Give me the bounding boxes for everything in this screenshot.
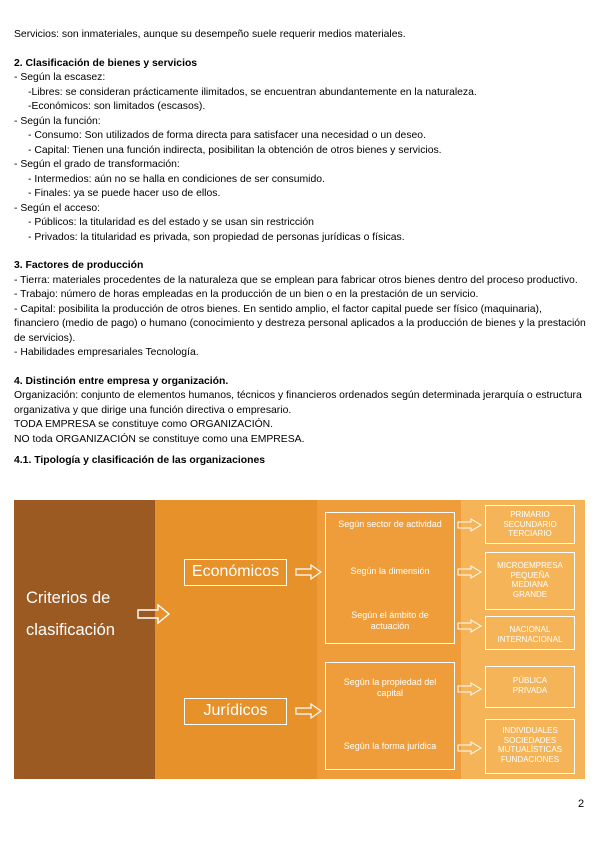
criterion-ambito: Según el ámbito de actuación — [351, 610, 429, 631]
list-item: - Según la escasez: — [14, 72, 106, 83]
list-item: - Intermedios: aún no se halla en condiciones de ser consumido. — [28, 173, 325, 185]
result-sector: PRIMARIO SECUNDARIO TERCIARIO — [503, 510, 557, 538]
arrow-right-icon — [136, 602, 172, 626]
paragraph: NO toda ORGANIZACIÓN se constituye como una EMPRESA. — [14, 433, 305, 445]
category-juridicos — [184, 698, 287, 725]
intro-text: Servicios: son inmateriales, aunque su desempeño suele requerir medios materiales. — [14, 29, 406, 40]
paragraph: Organización: conjunto de elementos humanos, técnicos y financieros ordenados según determinada jerarquía o estructura organizativa y que dirige una función directiva o empresario. — [14, 390, 582, 416]
arrow-right-icon — [294, 562, 324, 582]
list-item: - Capital: posibilita la producción de otros bienes. En sentido amplio, el factor capital puede ser físico (maquinaria), financiero (medio de pago) o humano (conocimiento y destreza personal aplicados a la producción de bienes y la prestación de servicios). — [14, 303, 586, 344]
arrow-right-icon — [457, 618, 483, 634]
criterion-forma: Según la forma jurídica — [343, 741, 437, 751]
result-sector-box — [485, 505, 575, 544]
list-item: - Finales: ya se puede hacer uso de ellos. — [28, 188, 221, 199]
classification-diagram — [14, 500, 585, 779]
paragraph: TODA EMPRESA se constituye como ORGANIZACIÓN. — [14, 419, 274, 430]
arrow-right-icon — [457, 681, 483, 697]
list-item: - Consumo: Son utilizados de forma directa para satisfacer una necesidad o un deseo. — [28, 130, 426, 141]
document-body — [14, 28, 589, 469]
criterion-propiedad: Según la propiedad del capital — [343, 677, 437, 698]
list-item: - Capital: Tienen una función indirecta, posibilitan la obtención de otros bienes y servicios. — [28, 144, 442, 156]
list-item: - Tierra: materiales procedentes de la naturaleza que se emplean para fabricar otros bienes dentro del proceso productivo. — [14, 274, 578, 286]
result-dimension: MICROEMPRESA PEQUEÑA MEDIANA GRANDE — [497, 561, 563, 599]
list-item: - Habilidades empresariales Tecnología. — [14, 347, 199, 358]
result-dimension-box — [485, 552, 575, 610]
result-propiedad: PÚBLICA PRIVADA — [512, 676, 548, 695]
diagram-root-label: Criterios de clasificación — [26, 589, 115, 639]
section-3-heading: 3. Factores de producción — [14, 260, 144, 271]
category-economicos — [184, 559, 287, 586]
section-4-heading: 4. Distinción entre empresa y organización. — [14, 375, 229, 387]
list-item: -Libres: se consideran prácticamente ilimitados, se encuentran abundantemente en la naturaleza. — [28, 86, 477, 98]
list-item: - Privados: la titularidad es privada, son propiedad de personas jurídicas o físicas. — [28, 231, 405, 243]
arrow-right-icon — [294, 701, 324, 721]
category-economicos-label: Económicos — [191, 563, 280, 580]
diagram-column-categories — [155, 500, 317, 779]
result-forma: INDIVIDUALES SOCIEDADES MUTUALÍSTICAS FUNDACIONES — [497, 726, 562, 764]
list-item: - Públicos: la titularidad es del estado y se usan sin restricción — [28, 217, 314, 228]
section-2-heading: 2. Clasificación de bienes y servicios — [14, 57, 198, 69]
arrow-right-icon — [457, 564, 483, 580]
result-propiedad-box — [485, 666, 575, 708]
page-number: 2 — [578, 798, 585, 810]
list-item: - Según el grado de transformación: — [14, 159, 180, 170]
result-forma-box — [485, 719, 575, 774]
list-item: - Trabajo: número de horas empleadas en la producción de un bien o en la prestación de un servicio. — [14, 289, 479, 300]
list-item: - Según el acceso: — [14, 202, 101, 214]
list-item: -Económicos: son limitados (escasos). — [28, 101, 206, 112]
result-ambito: NACIONAL INTERNACIONAL — [497, 625, 563, 644]
arrow-right-icon — [457, 740, 483, 756]
arrow-right-icon — [457, 517, 483, 533]
section-4-1-heading: 4.1. Tipología y clasificación de las organizaciones — [14, 455, 266, 466]
criterion-sector: Según sector de actividad — [338, 519, 442, 529]
criterion-dimension: Según la dimensión — [350, 566, 430, 576]
result-ambito-box — [485, 616, 575, 650]
category-juridicos-label: Jurídicos — [203, 702, 268, 719]
list-item: - Según la función: — [14, 115, 101, 127]
